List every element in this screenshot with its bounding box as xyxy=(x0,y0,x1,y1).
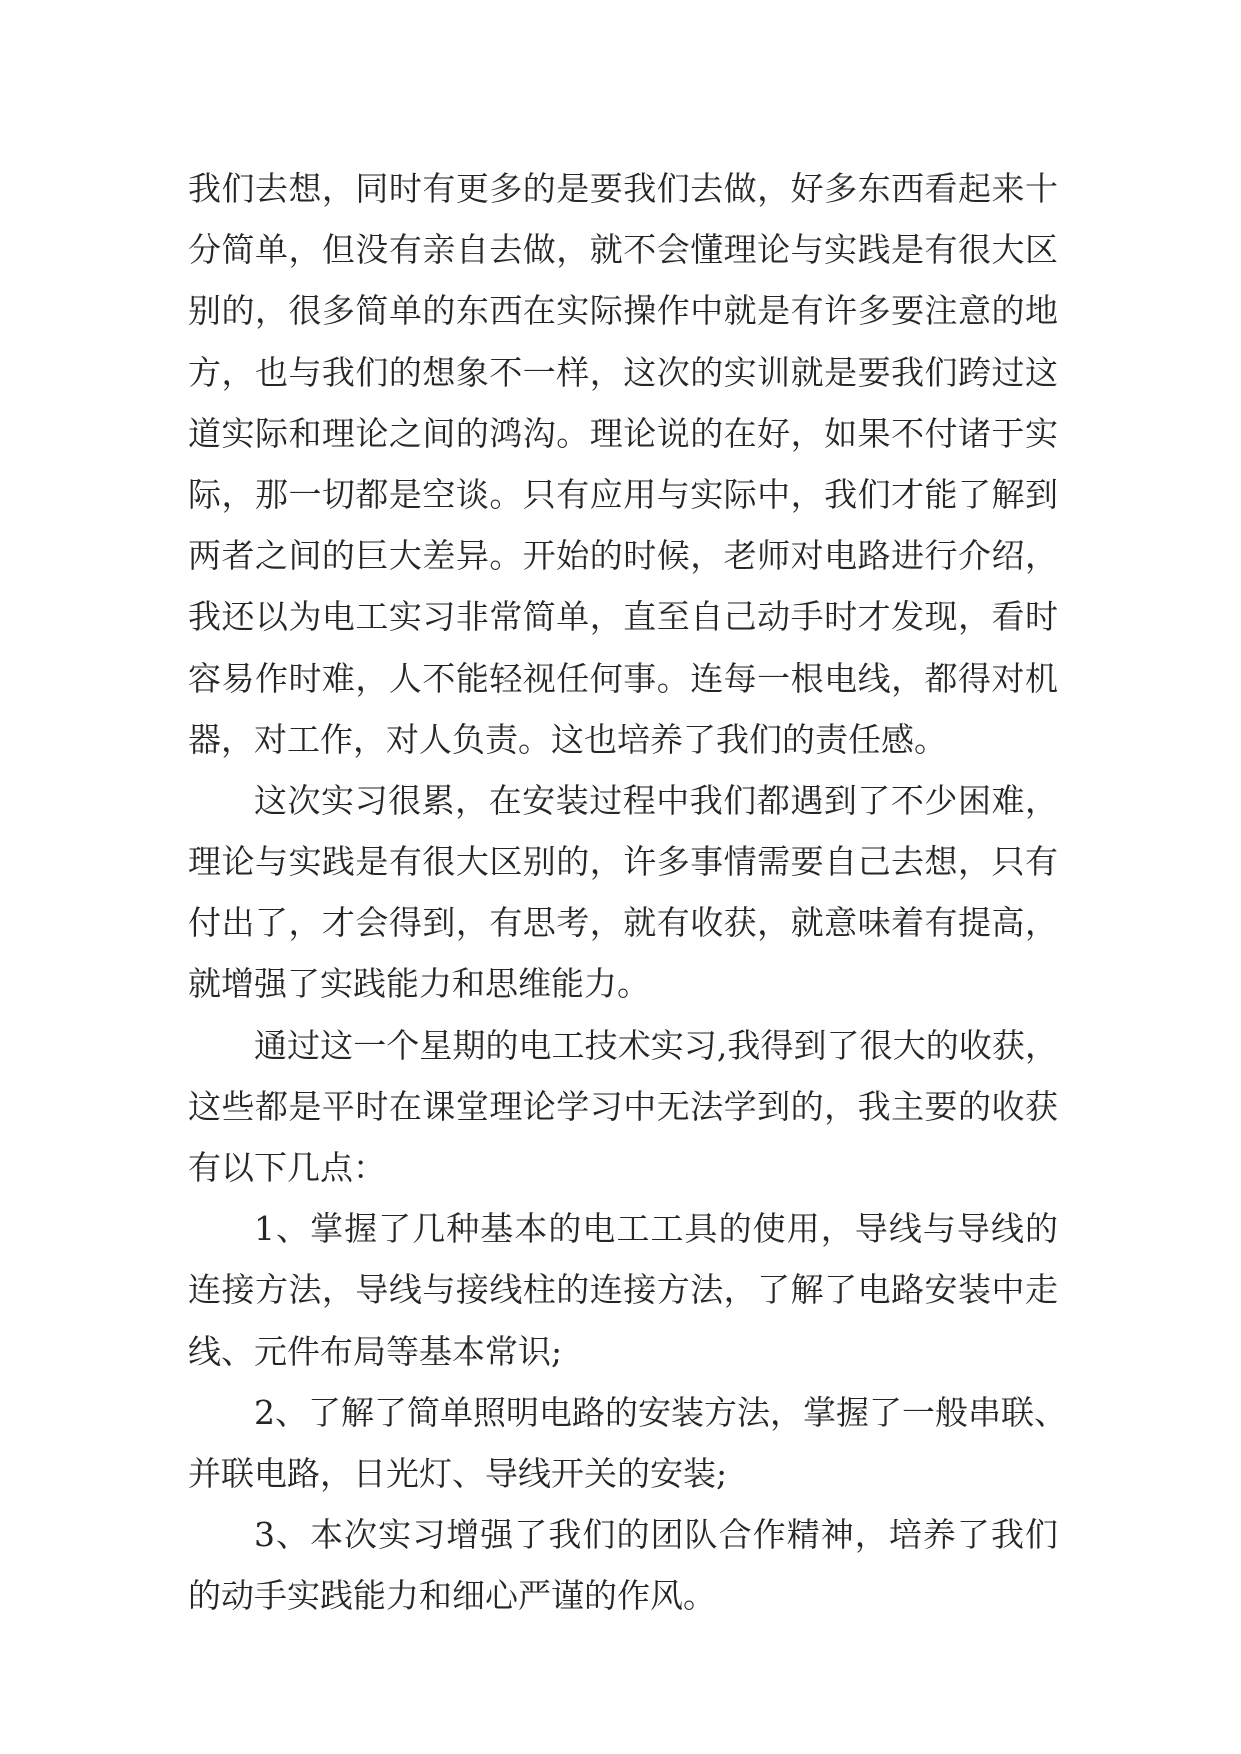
text-line: 容易作时难，人不能轻视任何事。连每一根电线，都得对机 xyxy=(188,658,1058,698)
text-line: 的动手实践能力和细心严谨的作风。 xyxy=(188,1576,716,1616)
text-line: 际，那一切都是空谈。只有应用与实际中，我们才能了解到 xyxy=(188,474,1058,514)
text-line: 我们去想，同时有更多的是要我们去做，好多东西看起来十 xyxy=(188,169,1058,208)
paragraph xyxy=(188,1015,1058,1199)
text-line: 理论与实践是有很大区别的，许多事情需要自己去想，只有 xyxy=(188,842,1058,882)
text-line: 连接方法，导线与接线柱的连接方法，了解了电路安装中走 xyxy=(188,1270,1058,1310)
text-line: 就增强了实践能力和思维能力。 xyxy=(188,964,650,1004)
body-text xyxy=(188,158,1067,1627)
text-line: 这些都是平时在课堂理论学习中无法学到的，我主要的收获 xyxy=(188,1086,1058,1126)
list-item xyxy=(188,1198,1058,1382)
text-line: 通过这一个星期的电工技术实习,我得到了很大的收获， xyxy=(254,1025,1058,1065)
text-line: 有以下几点： xyxy=(188,1148,386,1187)
text-line: 道实际和理论之间的鸿沟。理论说的在好，如果不付诸于实 xyxy=(188,413,1058,453)
text-line: 我还以为电工实习非常简单，直至自己动手时才发现，看时 xyxy=(188,597,1058,637)
text-line: 3、本次实习增强了我们的团队合作精神，培养了我们 xyxy=(254,1515,1058,1555)
text-line: 两者之间的巨大差异。开始的时候，老师对电路进行介绍， xyxy=(188,536,1058,576)
paragraph xyxy=(188,158,1058,770)
text-line: 并联电路，日光灯、导线开关的安装; xyxy=(188,1453,728,1493)
list-item xyxy=(188,1382,1067,1504)
paragraph xyxy=(188,770,1058,1015)
text-line: 付出了，才会得到，有思考，就有收获，就意味着有提高， xyxy=(188,903,1058,943)
text-line: 别的，很多简单的东西在实际操作中就是有许多要注意的地 xyxy=(188,291,1058,331)
list-item xyxy=(188,1504,1058,1626)
text-line: 器，对工作，对人负责。这也培养了我们的责任感。 xyxy=(188,719,947,759)
text-line: 这次实习很累，在安装过程中我们都遇到了不少困难， xyxy=(254,780,1058,820)
text-line: 2、了解了简单照明电路的安装方法，掌握了一般串联、 xyxy=(254,1392,1067,1432)
text-line: 方，也与我们的想象不一样，这次的实训就是要我们跨过这 xyxy=(188,352,1058,392)
text-line: 1、掌握了几种基本的电工工具的使用，导线与导线的 xyxy=(254,1209,1058,1249)
text-line: 线、元件布局等基本常识; xyxy=(188,1331,563,1371)
text-line: 分简单，但没有亲自去做，就不会懂理论与实践是有很大区 xyxy=(188,230,1058,270)
